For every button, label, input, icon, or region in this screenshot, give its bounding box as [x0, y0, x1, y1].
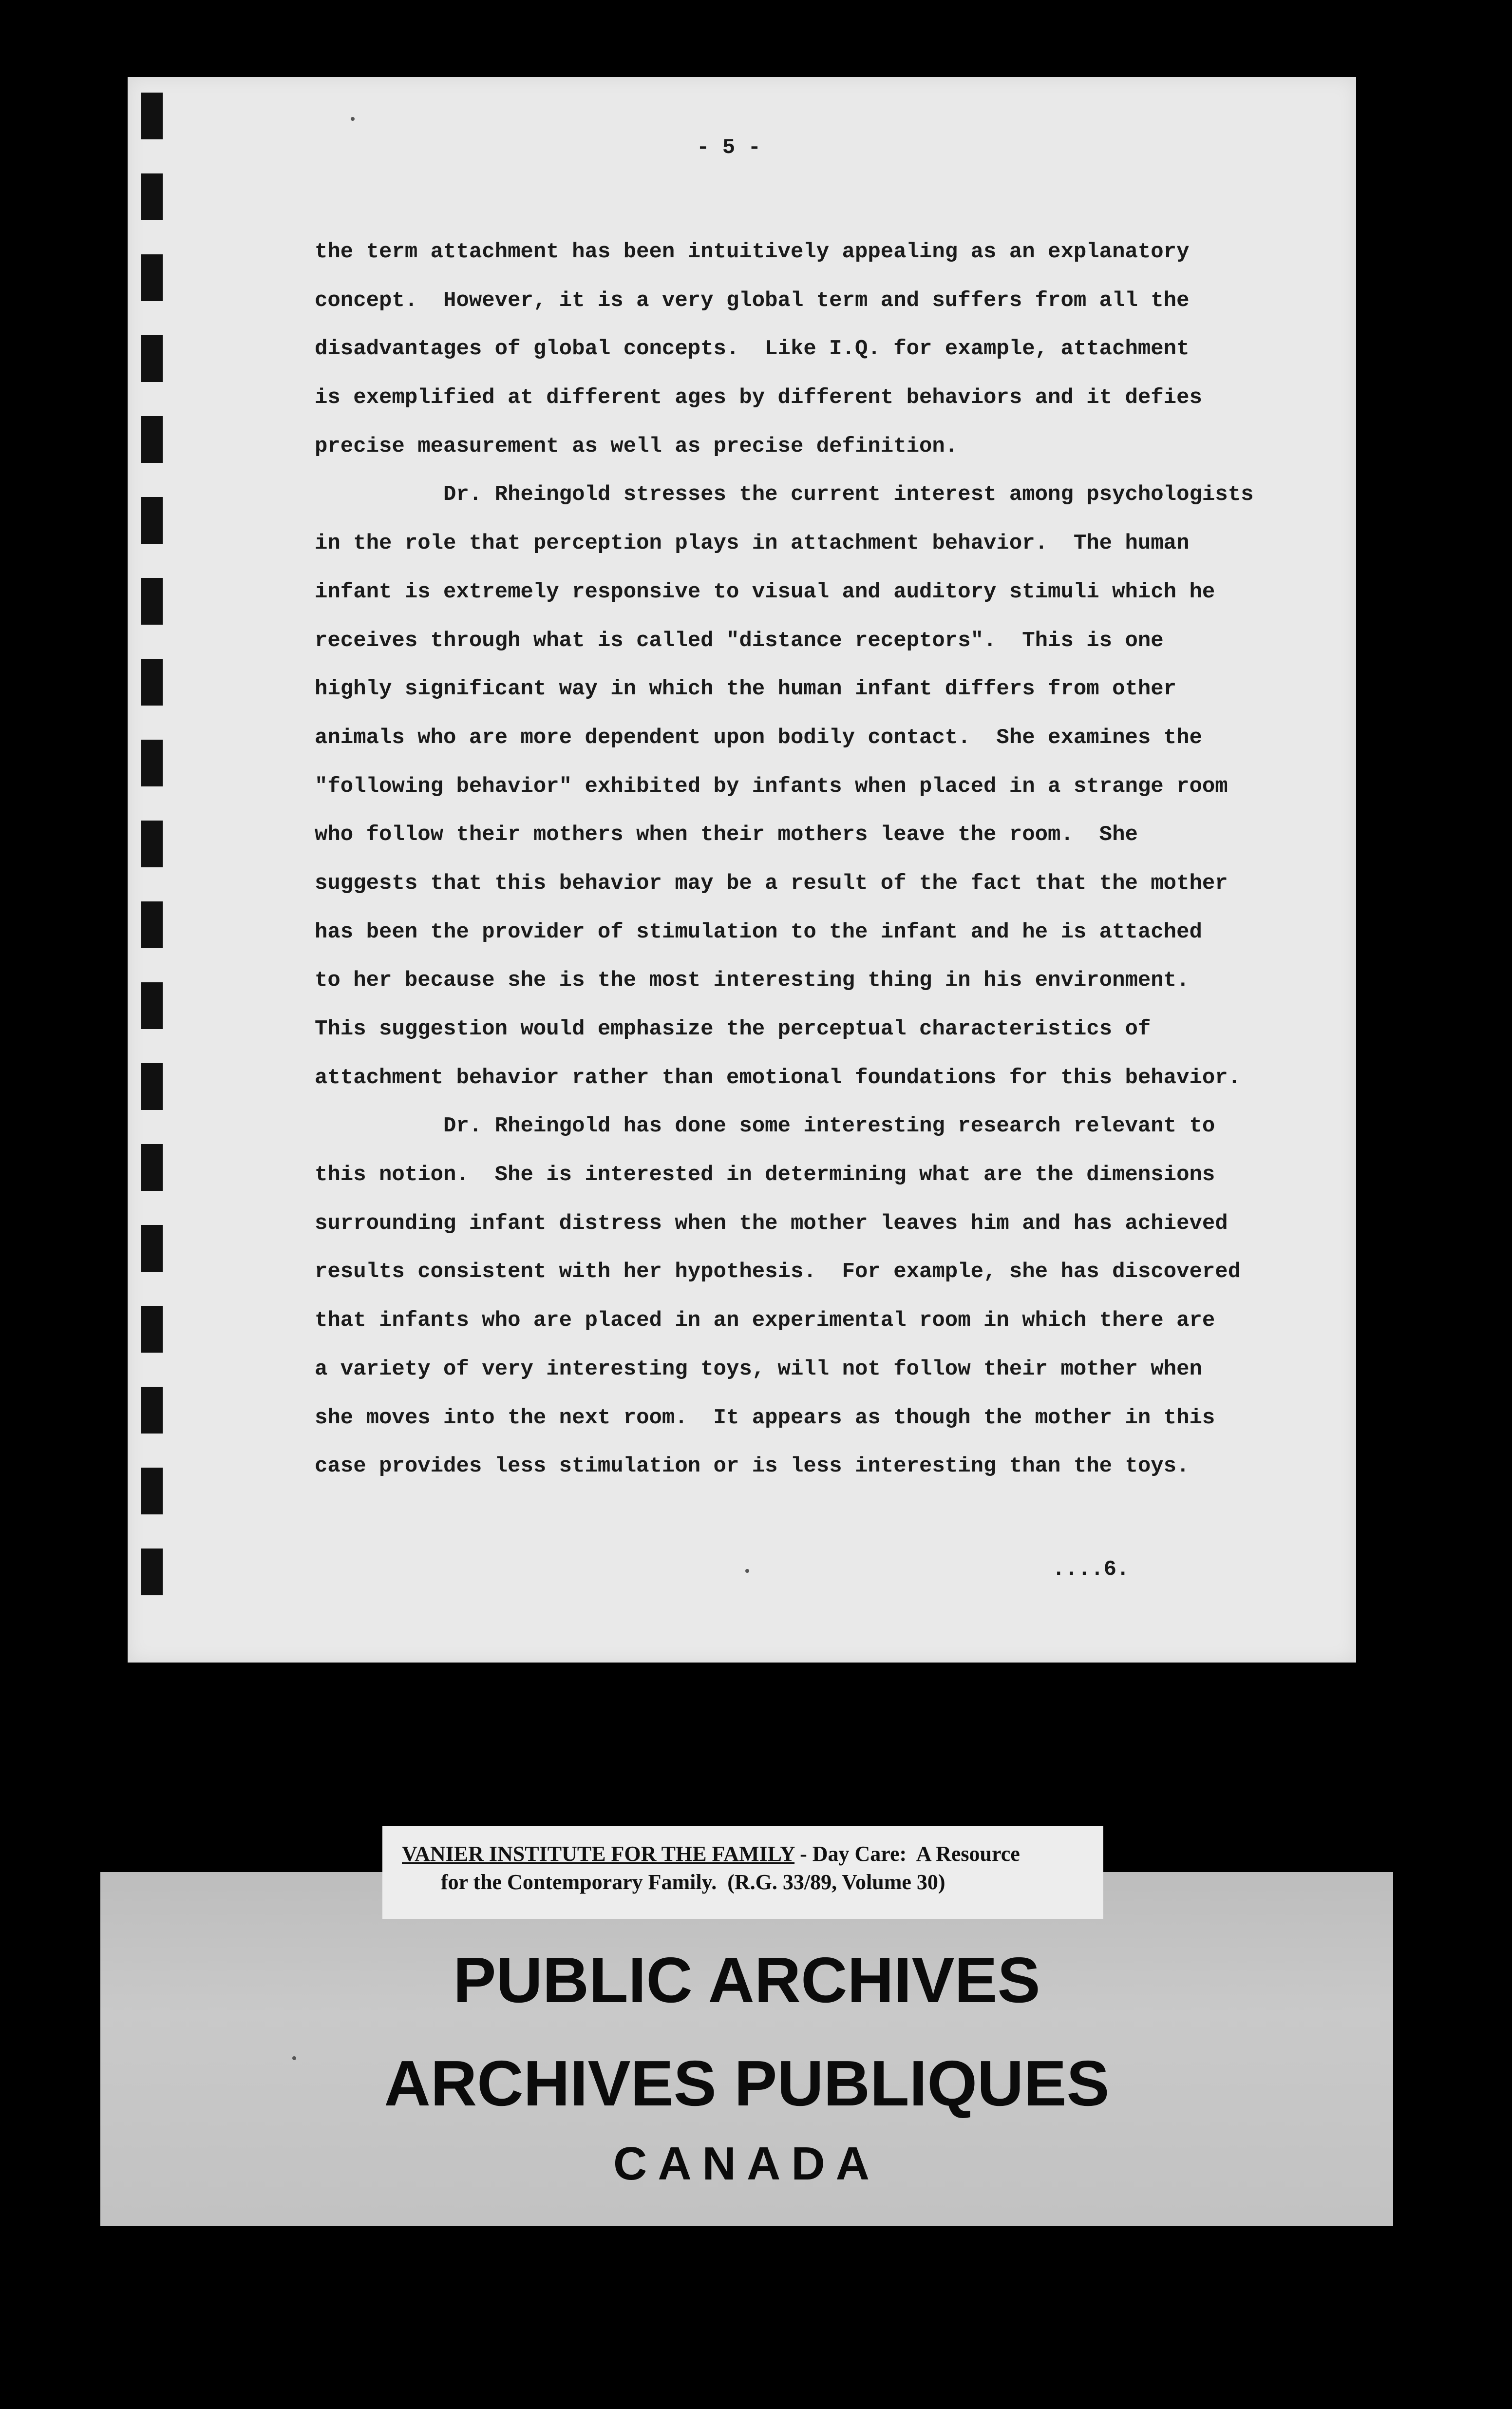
text-line: This suggestion would emphasize the perceptual characteristics of — [315, 1017, 1151, 1041]
binding-marks — [141, 93, 163, 1623]
binding-mark — [141, 1306, 163, 1353]
archive-title-french: ARCHIVES PUBLIQUES — [384, 2047, 1110, 2119]
binding-mark — [141, 578, 163, 625]
text-line: to her because she is the most interesting thing in his environment. — [315, 968, 1190, 993]
text-line: highly significant way in which the human infant differs from other — [315, 677, 1177, 702]
binding-mark — [141, 1468, 163, 1514]
text-line: who follow their mothers when their mothers leave the room. She — [315, 822, 1138, 847]
text-line: receives through what is called "distance receptors". This is one — [315, 628, 1164, 653]
binding-mark — [141, 93, 163, 139]
binding-mark — [141, 1144, 163, 1191]
text-line: "following behavior" exhibited by infants when placed in a strange room — [315, 774, 1228, 799]
paper-speck — [351, 117, 355, 121]
text-line: infant is extremely responsive to visual and auditory stimuli which he — [315, 579, 1215, 604]
text-line: is exemplified at different ages by different behaviors and it defies — [315, 385, 1202, 410]
institute-name: VANIER INSTITUTE FOR THE FAMILY — [402, 1842, 795, 1866]
collection-title: - Day Care: A Resource — [794, 1842, 1020, 1866]
board-speck — [292, 2056, 296, 2060]
text-line: animals who are more dependent upon bodily contact. She examines the — [315, 725, 1202, 750]
binding-mark — [141, 1549, 163, 1595]
binding-mark — [141, 740, 163, 786]
binding-mark — [141, 335, 163, 382]
text-line: has been the provider of stimulation to the infant and he is attached — [315, 919, 1202, 944]
binding-mark — [141, 821, 163, 867]
page-number: - 5 - — [697, 135, 761, 160]
text-line: results consistent with her hypothesis. For example, she has discovered — [315, 1260, 1241, 1284]
collection-label-line-2: for the Contemporary Family. (R.G. 33/89, Volume 30) — [441, 1870, 945, 1894]
text-line: attachment behavior rather than emotional foundations for this behavior. — [315, 1065, 1241, 1090]
text-line: case provides less stimulation or is less interesting than the toys. — [315, 1454, 1190, 1479]
binding-mark — [141, 416, 163, 463]
binding-mark — [141, 1225, 163, 1272]
binding-mark — [141, 1063, 163, 1110]
binding-mark — [141, 659, 163, 706]
archive-country: CANADA — [613, 2138, 880, 2190]
text-line: suggests that this behavior may be a result of the fact that the mother — [315, 871, 1228, 896]
text-line: precise measurement as well as precise definition. — [315, 434, 958, 459]
binding-mark — [141, 982, 163, 1029]
collection-label-line-1 — [402, 1840, 1084, 1868]
text-line: concept. However, it is a very global term and suffers from all the — [315, 288, 1190, 313]
binding-mark — [141, 497, 163, 544]
text-line: disadvantages of global concepts. Like I.Q. for example, attachment — [315, 337, 1190, 362]
binding-mark — [141, 1387, 163, 1434]
text-line: that infants who are placed in an experimental room in which there are — [315, 1308, 1215, 1333]
body-text — [315, 228, 1269, 1491]
archive-title-english: PUBLIC ARCHIVES — [453, 1944, 1040, 2016]
paper-speck — [745, 1569, 749, 1573]
collection-label — [382, 1826, 1103, 1919]
binding-mark — [141, 901, 163, 948]
text-line: the term attachment has been intuitively appealing as an explanatory — [315, 240, 1190, 264]
text-line: she moves into the next room. It appears as though the mother in this — [315, 1405, 1215, 1430]
text-line: Dr. Rheingold stresses the current interest among psychologists — [315, 482, 1254, 507]
text-line: in the role that perception plays in attachment behavior. The human — [315, 531, 1190, 556]
text-line: surrounding infant distress when the mother leaves him and has achieved — [315, 1211, 1228, 1236]
text-line: a variety of very interesting toys, will not follow their mother when — [315, 1357, 1202, 1381]
text-line: this notion. She is interested in determining what are the dimensions — [315, 1163, 1215, 1187]
continuation-marker: ....6. — [1052, 1557, 1130, 1582]
binding-mark — [141, 173, 163, 220]
binding-mark — [141, 254, 163, 301]
text-line: Dr. Rheingold has done some interesting research relevant to — [315, 1114, 1215, 1139]
